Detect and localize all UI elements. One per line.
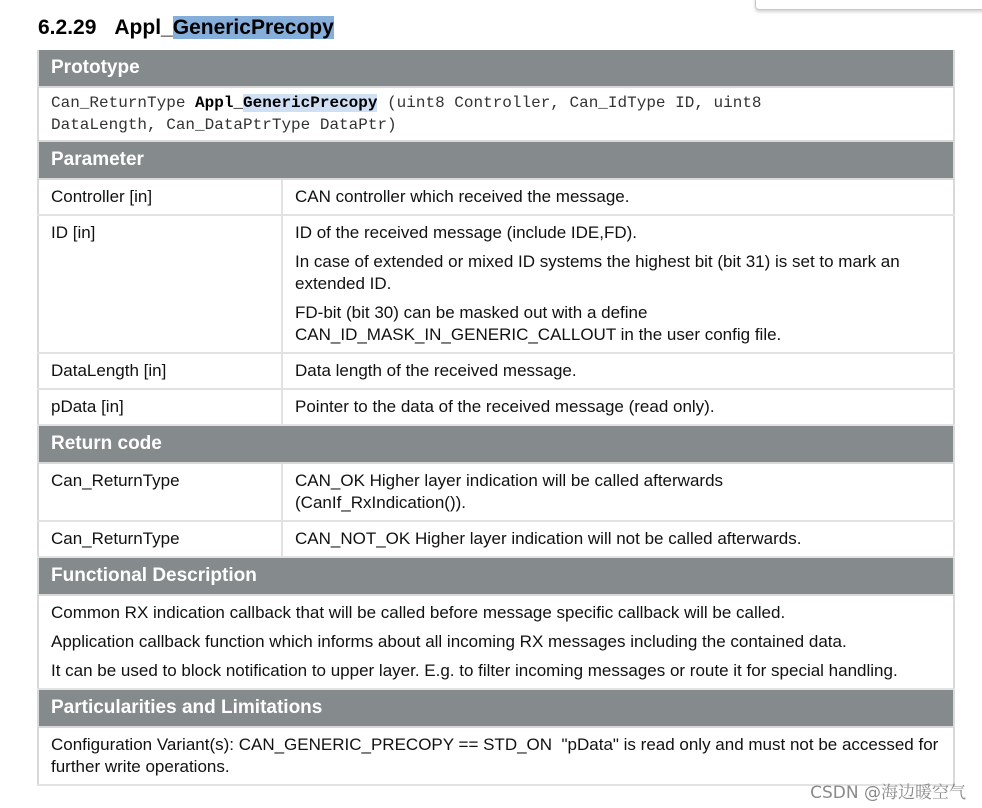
param-name: Controller [in] (38, 179, 282, 215)
section-title-prefix: Appl_ (114, 16, 173, 39)
param-desc (282, 179, 954, 215)
param-desc (282, 353, 954, 389)
parameter-row (38, 389, 954, 425)
csdn-watermark: CSDN @海边暖空气 (810, 783, 966, 803)
param-desc (282, 215, 954, 353)
return-type: Can_ReturnType (51, 94, 196, 112)
return-type-name: Can_ReturnType (38, 463, 282, 521)
functional-description-body (38, 595, 954, 689)
popup-panel-edge (755, 0, 982, 10)
param-desc-text: FD-bit (bit 30) can be masked out with a define CAN_ID_MASK_IN_GENERIC_CALLOUT in the user config file. (295, 303, 782, 344)
function-name-highlighted[interactable]: GenericPrecopy (243, 94, 378, 112)
prototype-signature (38, 87, 954, 141)
parameter-row (38, 353, 954, 389)
section-number: 6.2.29 (38, 16, 97, 39)
functional-description-header: Functional Description (38, 557, 954, 595)
description-paragraph: Application callback function which informs about all incoming RX messages including the contained data. (51, 632, 847, 651)
params-line-2: DataLength, Can_DataPtrType DataPtr) (51, 116, 397, 134)
particularities-header: Particularities and Limitations (38, 689, 954, 727)
api-spec-table (37, 50, 955, 786)
param-desc-text: Pointer to the data of the received message (read only). (295, 397, 715, 416)
param-name: DataLength [in] (38, 353, 282, 389)
description-paragraph: Common RX indication callback that will be called before message specific callback will be called. (51, 603, 786, 622)
parameter-header: Parameter (38, 141, 954, 179)
param-desc-text: Data length of the received message. (295, 361, 577, 380)
return-code-header: Return code (38, 425, 954, 463)
return-code-desc: CAN_OK Higher layer indication will be called afterwards (CanIf_RxIndication()). (282, 463, 954, 521)
particularities-text: Configuration Variant(s): CAN_GENERIC_PRECOPY == STD_ON "pData" is read only and must not be accessed for further write operations. (51, 735, 944, 776)
prototype-header: Prototype (38, 50, 954, 87)
return-code-desc: CAN_NOT_OK Higher layer indication will not be called afterwards. (282, 521, 954, 557)
section-heading (38, 16, 334, 40)
particularities-body (38, 727, 954, 785)
param-desc-text: CAN controller which received the message. (295, 187, 630, 206)
param-desc-text: In case of extended or mixed ID systems the highest bit (bit 31) is set to mark an extended ID. (295, 252, 900, 293)
params-line-1: (uint8 Controller, Can_IdType ID, uint8 (377, 94, 762, 112)
param-desc-text: ID of the received message (include IDE,FD). (295, 223, 638, 242)
function-name-prefix: Appl_ (195, 94, 244, 112)
param-name: ID [in] (38, 215, 282, 353)
return-code-row (38, 521, 954, 557)
param-name: pData [in] (38, 389, 282, 425)
section-title-selected-text[interactable]: GenericPrecopy (172, 16, 334, 39)
description-paragraph: It can be used to block notification to upper layer. E.g. to filter incoming messages or route it for special handling. (51, 661, 898, 680)
parameter-row (38, 215, 954, 353)
return-type-name: Can_ReturnType (38, 521, 282, 557)
parameter-row (38, 179, 954, 215)
return-code-row (38, 463, 954, 521)
param-desc (282, 389, 954, 425)
